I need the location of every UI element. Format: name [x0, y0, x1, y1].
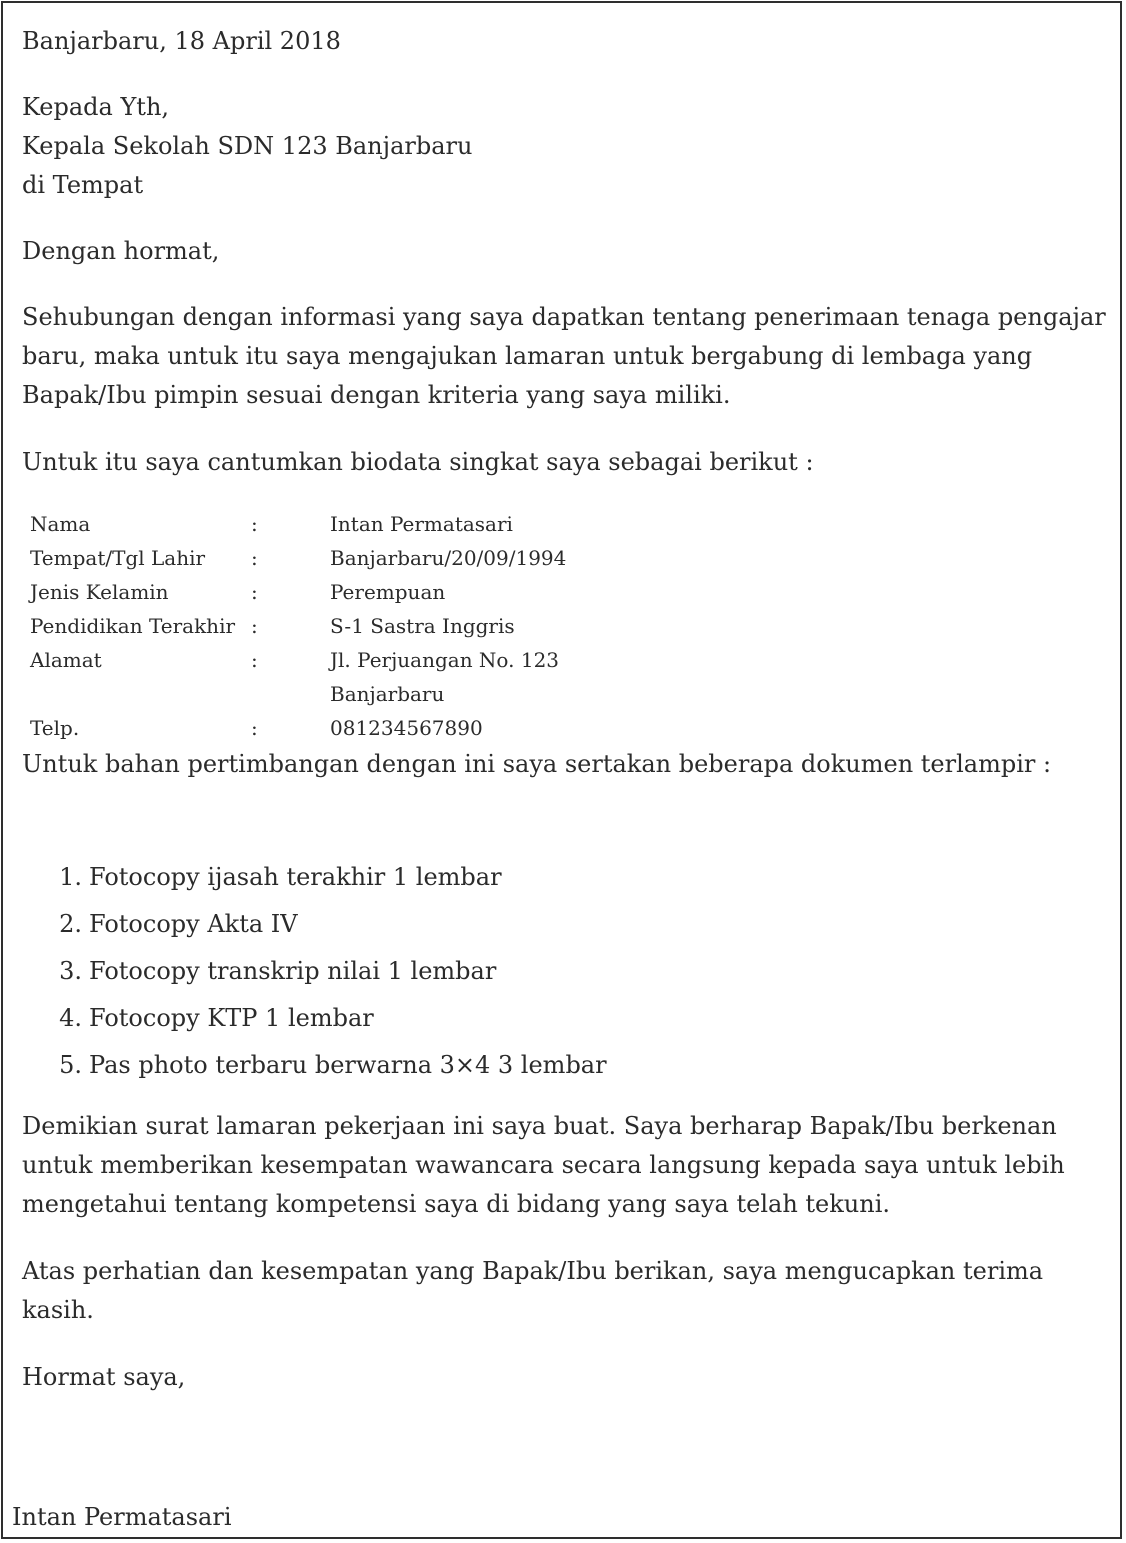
- biodata-value: Jl. Perjuangan No. 123: [330, 648, 560, 672]
- thanks-line: kasih.: [22, 1296, 94, 1324]
- intro-line: Sehubungan dengan informasi yang saya dapatkan tentang penerimaan tenaga pengajar: [22, 303, 1106, 331]
- regards: Hormat saya,: [22, 1363, 186, 1391]
- list-text: Pas photo terbaru berwarna 3×4 3 lembar: [89, 1051, 607, 1079]
- biodata-value: S-1 Sastra Inggris: [330, 614, 515, 638]
- biodata-label: Tempat/Tgl Lahir: [30, 546, 206, 570]
- biodata-label: Pendidikan Terakhir: [30, 614, 236, 638]
- biodata-label: Alamat: [30, 648, 102, 672]
- attachments-intro: Untuk bahan pertimbangan dengan ini saya sertakan beberapa dokumen terlampir :: [22, 750, 1052, 778]
- salutation: Dengan hormat,: [22, 237, 220, 265]
- closing-line: Demikian surat lamaran pekerjaan ini saya buat. Saya berharap Bapak/Ibu berkenan: [22, 1112, 1057, 1140]
- biodata-separator: :: [251, 716, 258, 740]
- biodata-label: Nama: [30, 512, 91, 536]
- intro-line: Bapak/Ibu pimpin sesuai dengan kriteria yang saya miliki.: [22, 381, 731, 409]
- closing-line: mengetahui tentang kompetensi saya di bidang yang saya telah tekuni.: [22, 1190, 891, 1218]
- list-text: Fotocopy ijasah terakhir 1 lembar: [89, 863, 502, 891]
- biodata-separator: :: [251, 512, 258, 536]
- closing-line: untuk memberikan kesempatan wawancara secara langsung kepada saya untuk lebih: [22, 1151, 1065, 1179]
- biodata-value: 081234567890: [330, 716, 483, 740]
- list-number: 3.: [59, 957, 82, 985]
- biodata-separator: :: [251, 648, 258, 672]
- biodata-separator: :: [251, 614, 258, 638]
- recipient-line: di Tempat: [22, 171, 144, 199]
- biodata-label: Jenis Kelamin: [30, 580, 169, 604]
- signatory-name: Intan Permatasari: [12, 1503, 232, 1531]
- biodata-separator: :: [251, 580, 258, 604]
- biodata-intro: Untuk itu saya cantumkan biodata singkat saya sebagai berikut :: [22, 448, 814, 476]
- place-date: Banjarbaru, 18 April 2018: [22, 27, 341, 55]
- recipient-line: Kepala Sekolah SDN 123 Banjarbaru: [22, 132, 473, 160]
- list-text: Fotocopy KTP 1 lembar: [89, 1004, 374, 1032]
- list-text: Fotocopy Akta IV: [89, 910, 298, 938]
- biodata-value: Perempuan: [330, 580, 446, 604]
- list-number: 5.: [59, 1051, 82, 1079]
- list-text: Fotocopy transkrip nilai 1 lembar: [89, 957, 497, 985]
- list-number: 2.: [59, 910, 82, 938]
- biodata-separator: :: [251, 546, 258, 570]
- biodata-value: Banjarbaru: [330, 682, 445, 706]
- intro-line: baru, maka untuk itu saya mengajukan lamaran untuk bergabung di lembaga yang: [22, 342, 1033, 370]
- list-number: 4.: [59, 1004, 82, 1032]
- list-number: 1.: [59, 863, 82, 891]
- biodata-value: Intan Permatasari: [330, 512, 513, 536]
- recipient-line: Kepada Yth,: [22, 93, 170, 121]
- biodata-label: Telp.: [30, 716, 80, 740]
- thanks-line: Atas perhatian dan kesempatan yang Bapak/Ibu berikan, saya mengucapkan terima: [22, 1257, 1044, 1285]
- biodata-value: Banjarbaru/20/09/1994: [330, 546, 567, 570]
